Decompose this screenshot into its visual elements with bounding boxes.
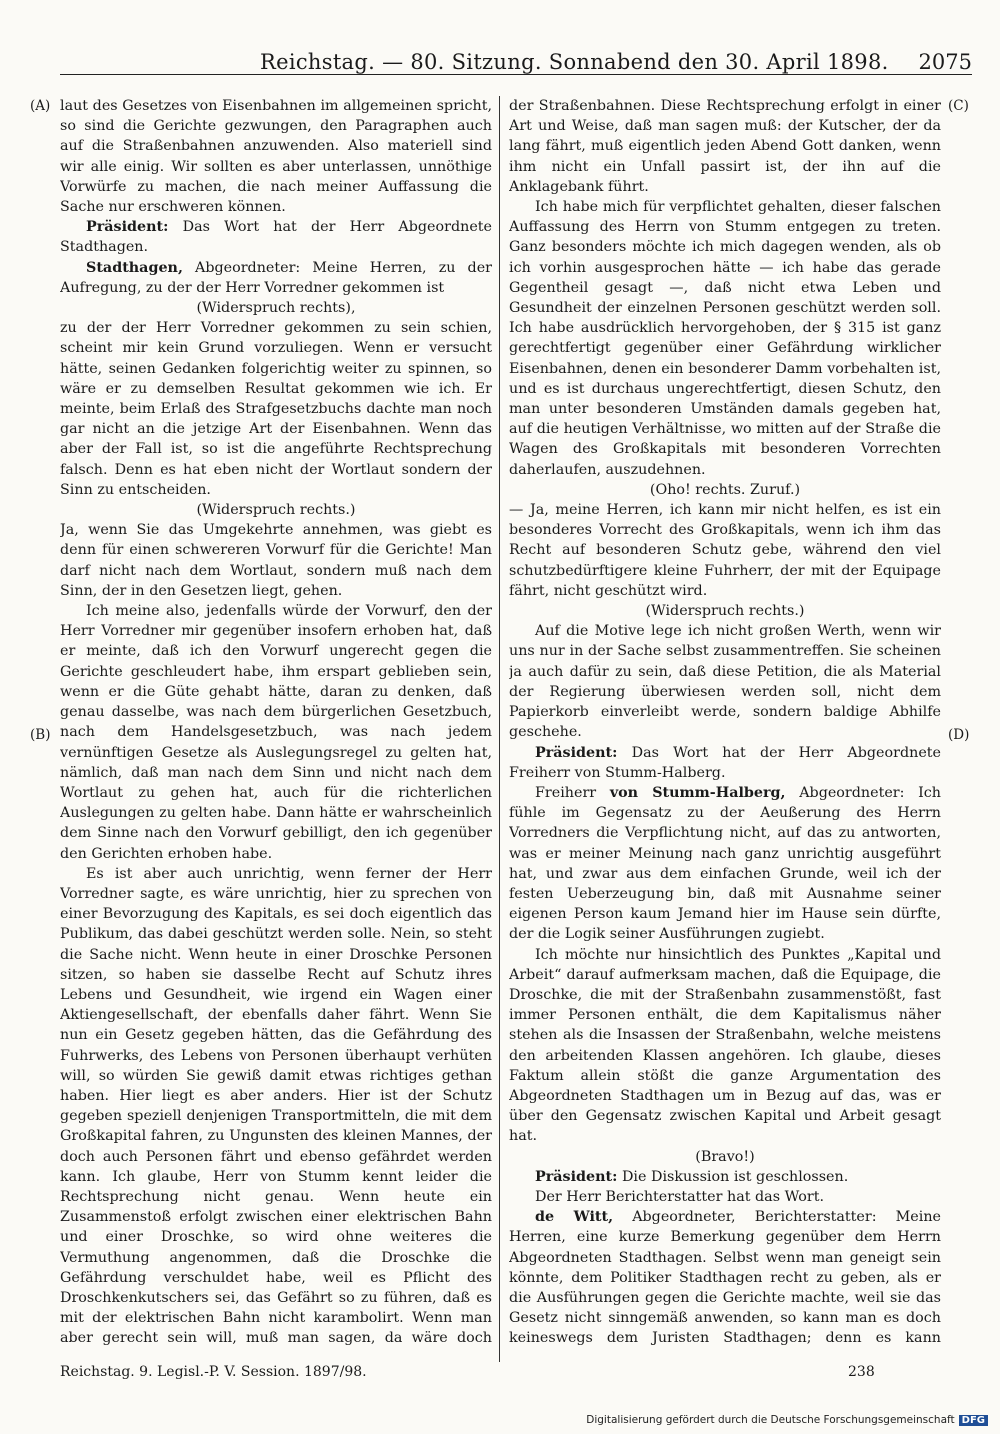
right-column — [509, 96, 941, 1346]
paragraph — [509, 601, 941, 621]
paragraph — [60, 217, 492, 257]
paragraph — [509, 96, 941, 197]
paragraph — [60, 601, 492, 864]
speaker-name: von Stumm-Halberg, — [609, 784, 786, 801]
paragraph-text: (Widerspruch rechts.) — [645, 603, 805, 620]
paragraph-text: (Widerspruch rechts.) — [196, 502, 356, 519]
paragraph — [509, 480, 941, 500]
paragraph-text: Ich meine also, jedenfalls würde der Vorwurf, den der Herr Vorredner mir gegenüber insofern erhoben hat, daß er meinte, daß ich den Vorwurf ungerecht gegen die Gerichte geschleudert habe, ihm erspart geblieben sein, wenn er die Güte gehabt hätte, daran zu denken, daß genau dasselbe, was nach dem bürgerlichen Gesetzbuch, nach dem Handelsgesetzbuch, was nach jedem vernünftigen Gesetze als Auslegungsregel zu gelten hat, nämlich, daß man nach dem Sinn und nicht nach dem Wortlaut zu gehen hat, auch für die richterlichen Auslegungen zu gelten habe. Dann hätte er wahrscheinlich dem Sinne nach den Vorwurf gebilligt, den ich gegenüber den Gerichten erhoben habe. — [60, 603, 492, 862]
paragraph-text: Ja, wenn Sie das Umgekehrte annehmen, was giebt es denn für einen schwereren Vorwurf für die Gerichte! Man darf nicht nach dem Wortlaut, sondern muß nach dem Sinn, der in den Gesetzen liegt, gehen. — [60, 522, 492, 599]
paragraph — [509, 500, 941, 601]
footer-session-line: Reichstag. 9. Legisl.-P. V. Session. 1897/98. — [60, 1364, 367, 1380]
margin-marker-d: (D) — [948, 727, 970, 743]
column-divider — [499, 96, 500, 1362]
paragraph-text: — Ja, meine Herren, ich kann mir nicht helfen, es ist ein besonderes Vorrecht des Großkapitals, wenn ich ihm das Recht auf besonderen Schutz gebe, während den viel schutzbedürftigere kleine Fuhrherr, der mit der Equipage fährt, nicht geschützt wird. — [509, 502, 941, 599]
paragraph-text: Auf die Motive lege ich nicht großen Werth, wenn wir uns nur in der Sache selbst zusammentreffen. Sie scheinen ja auch dafür zu sein, daß diese Petition, die als Material der Regierung überwiesen werden soll, nicht dem Papierkorb einverleibt werde, sondern baldige Abhilfe geschehe. — [509, 623, 941, 741]
paragraph-text: zu der der Herr Vorredner gekommen zu sein schien, scheint mir kein Grund vorzuliegen. Wenn er versucht hätte, seinen Gedanken folgerichtig weiter zu spinnen, so wäre er zu demselben Resultat gekommen wie ich. Er meinte, beim Erlaß des Strafgesetzbuchs dachte man noch gar nicht an die jetzige Art der Eisenbahnen. Wenn das aber der Fall ist, so ist die angeführte Rechtsprechung falsch. Denn es hat eben nicht der Wortlaut sondern der Sinn zu entscheiden. — [60, 320, 492, 498]
margin-marker-b: (B) — [30, 727, 51, 743]
paragraph — [509, 1187, 941, 1207]
speaker-name: Präsident: — [535, 744, 618, 761]
paragraph-text: Ich habe mich für verpflichtet gehalten, dieser falschen Auffassung des Herrn von Stumm entgegen zu treten. Ganz besonders möchte ich mich dagegen wenden, als ob ich vorhin ausgesprochen hätte — ich habe das gerade Gegentheil gesagt —, daß nicht etwa Leben und Gesundheit der einzelnen Personen geschützt werden soll. Ich habe ausdrücklich hervorgehoben, der § 315 ist ganz gerechtfertigt gegenüber einer Gefährdung wirklicher Eisenbahnen, denen ein besonderer Damm vorbehalten ist, und es ist durchaus ungerechtfertigt, diesen Schutz, den man unter besonderen Umständen damals gegeben hat, auf die heutigen Verhältnisse, wo mitten auf der Straße die Wagen des Großkapitals mit besonderen Vorrechten daherlaufen, auszudehnen. — [509, 199, 941, 478]
paragraph-text: (Oho! rechts. Zuruf.) — [649, 481, 801, 498]
left-column — [60, 96, 492, 1346]
paragraph — [509, 945, 941, 1147]
page-number: 2075 — [918, 50, 972, 74]
paragraph — [60, 864, 492, 1346]
paragraph-text: (Bravo!) — [695, 1148, 755, 1165]
footer-signature: 238 — [848, 1364, 875, 1380]
speaker-name: Stadthagen, — [86, 259, 183, 276]
paragraph-prefix: Freiherr — [535, 784, 610, 801]
paragraph — [509, 197, 941, 480]
paragraph-text: laut des Gesetzes von Eisenbahnen im allgemeinen spricht, so sind die Gerichte gezwungen, den Paragraphen auch auf die Straßenbahnen anzuwenden. Also materiell sind wir alle einig. Wir sollten es aber unterlassen, unnöthige Vorwürfe zu machen, die nach meiner Auffassung die Sache nur erschweren können. — [60, 98, 492, 216]
paragraph — [60, 96, 492, 217]
paragraph — [509, 621, 941, 742]
page-header — [60, 40, 972, 75]
paragraph — [509, 783, 941, 945]
paragraph — [509, 1207, 941, 1346]
speaker-name: Präsident: — [535, 1168, 618, 1185]
paragraph-text: Die Diskussion ist geschlossen. — [617, 1168, 849, 1185]
digitization-credit — [586, 1414, 988, 1426]
paragraph-text: Abgeordneter: Meine Herren, zu der Aufregung, zu der der Herr Vorredner gekommen ist — [60, 259, 492, 296]
paragraph-text: Der Herr Berichterstatter hat das Wort. — [535, 1188, 825, 1205]
credit-text: Digitalisierung gefördert durch die Deutsche Forschungsgemeinschaft — [586, 1414, 955, 1426]
paragraph-text: Abgeordneter: Ich fühle im Gegensatz zu der Aeußerung des Herrn Vorredners die Verpflichtung nicht, auf das zu antworten, was er meiner Meinung nach ganz unrichtig ausgeführt hat, und zwar aus dem einfachen Grunde, weil ich der festen Ueberzeugung bin, daß mit Ausnahme seiner eigenen Person kaum Jemand hier im Hause sein dürfte, der die Logik seiner Ausführungen zugiebt. — [509, 784, 941, 943]
paragraph — [509, 743, 941, 783]
paragraph — [509, 1167, 941, 1187]
paragraph — [60, 520, 492, 601]
paragraph-text: Abgeordneter, Berichterstatter: Meine Herren, eine kurze Bemerkung gegenüber dem Herrn Abgeordneten Stadthagen. Selbst wenn man geneigt sein könnte, dem Politiker Stadthagen recht zu geben, als er die Ausführungen gegen die Gerichte machte, weil sie das Gesetz nicht sinngemäß anwenden, so kann man es doch keineswegs dem Juristen Stadthagen; denn es kann — [509, 1209, 941, 1346]
speaker-name: de Witt, — [535, 1209, 614, 1226]
speaker-name: Präsident: — [86, 219, 169, 236]
paragraph — [509, 1147, 941, 1167]
paragraph — [60, 298, 492, 318]
paragraph — [60, 318, 492, 500]
margin-marker-c: (C) — [948, 98, 969, 114]
dfg-logo: DFG — [959, 1415, 988, 1426]
paragraph-text: Ich möchte nur hinsichtlich des Punktes „Kapital und Arbeit“ darauf aufmerksam machen, daß die Equipage, die Droschke, die mit der Straßenbahn zusammenstößt, fast immer Personen enthält, die dem Kapitalismus näher stehen als die Insassen der Straßenbahn, welche meistens den arbeitenden Klassen angehören. Ich glaube, dieses Faktum allein stößt die ganze Argumentation des Abgeordneten Stadthagen um in Bezug auf das, was er über den Gegensatz zwischen Kapital und Arbeit gesagt hat. — [509, 946, 941, 1145]
paragraph — [60, 500, 492, 520]
margin-marker-a: (A) — [30, 98, 51, 114]
paragraph-text: Das Wort hat der Herr Abgeordnete Freiherr von Stumm-Halberg. — [509, 744, 941, 781]
paragraph — [60, 258, 492, 298]
header-title: Reichstag. — 80. Sitzung. Sonnabend den 30. April 1898. — [260, 50, 889, 74]
paragraph-text: (Widerspruch rechts), — [196, 300, 356, 317]
paragraph-text: Das Wort hat der Herr Abgeordnete Stadthagen. — [60, 219, 492, 256]
paragraph-text: der Straßenbahnen. Diese Rechtsprechung erfolgt in einer Art und Weise, daß man sagen muß: der Kutscher, der da lang fährt, muß eigentlich jeden Abend Gott danken, wenn ihm nicht ein Unfall passirt ist, der ihn auf die Anklagebank führt. — [509, 98, 941, 195]
paragraph-text: Es ist aber auch unrichtig, wenn ferner der Herr Vorredner sagte, es wäre unrichtig, hier zu sprechen von einer Bevorzugung des Kapitals, es sei doch eigentlich das Publikum, das dabei geschützt werden solle. Nein, so steht die Sache nicht. Wenn heute in einer Droschke Personen sitzen, so haben sie dasselbe Recht auf Schutz ihres Lebens und Gesundheit, wie irgend ein Wagen einer Aktiengesellschaft, der ebenfalls daher fährt. Wenn Sie nun ein Gesetz gegeben hätten, das die Gefährdung des Fuhrwerks, des Lebens von Personen überhaupt verhüten will, so würden Sie gewiß damit etwas richtiges gethan haben. Hier liegt es aber anders. Hier ist der Schutz gegeben speziell denjenigen Transportmitteln, die mit dem Großkapital fahren, zu Ungunsten des kleinen Mannes, der doch auch Personen fährt und ebenso gefährdet werden kann. Ich glaube, Herr von Stumm kennt leider die Rechtsprechung nicht genau. Wenn heute ein Zusammenstoß erfolgt zwischen einer elektrischen Bahn und einer Droschke, so wird ohne weiteres die Vermuthung angenommen, daß die Droschke die Gefährdung verschuldet habe, weil es Pflicht des Droschkenkutschers sei, das Gefährt so zu führen, daß es mit der elektrischen Bahn nicht karambolirt. Wenn man aber gerecht sein will, muß man sagen, da wäre doch — [60, 865, 492, 1346]
